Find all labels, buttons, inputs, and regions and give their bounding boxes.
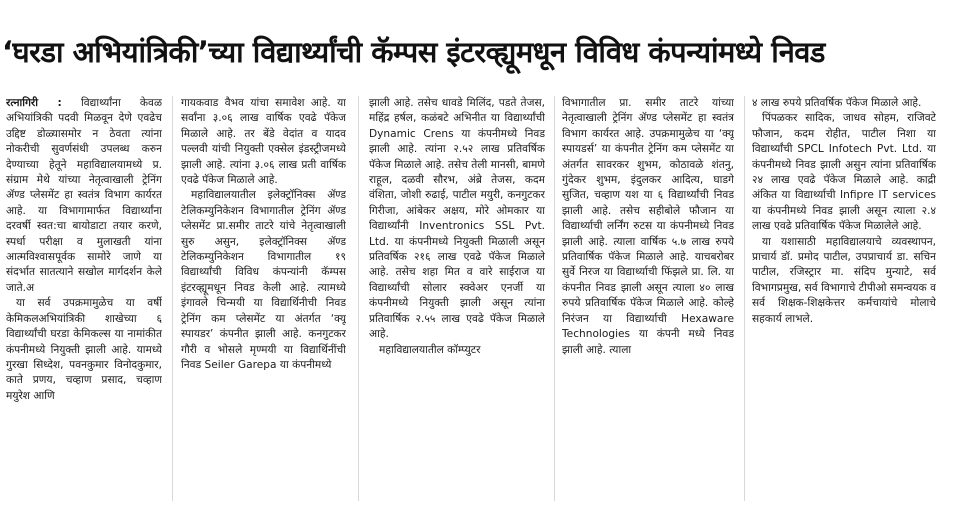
article-column-5 xyxy=(752,96,936,501)
column-1-paragraph-2: या सर्व उपक्रमामुळेच या वर्षी केमिकलअभियांत्रिकी शाखेच्या ६ विद्यार्थ्यांची घरडा केमिकल्स या नामांकीत कंपनीमध्ये नियुक्ती झाली आहे. यामध्ये गुरखा सिध्देश, पवनकुमार विनोदकुमार, काते प्रणय, चव्हाण प्रसाद, चव्हाण मयुरेश आणि xyxy=(6,297,162,402)
column-3-paragraph-1: झाली आहे. तसेच धावडे मिलिंद, पडते तेजस, महिंद्र हर्षल, कळंबटे अभिनीत या विद्यार्थ्यांची Dynamic Crens या कंपनीमध्ये निवड झाली आहे. त्यांना २.५२ लाख प्रतिवर्षिक पॅकेज मिळाले आहे. तसेच तेली मानसी, बामणे राहूल, दळवी सौरभ, अंब्रे तेजस, कदम वंशिता, जोशी रुढाई, पाटील मयुरी, कनगुटकर गिरीजा, आंबेकर अक्षय, मोरे ओमकार या विद्यार्थ्यांनी Inventronics SSL Pvt. Ltd. या कंपनीमध्ये नियुक्ती मिळाली असून प्रतिवर्षिक २१६ लाख एवढे पॅकेज मिळाले आहे. तसेच शहा मित व वारे साईराज या विद्यार्थ्यांची सोलार स्क्वेअर एनर्जी या कंपनीमध्ये नियुक्ती झाली असून त्यांना प्रतिवार्षिक २.५५ लाख एवढे पॅकेज मिळाले आहे. xyxy=(369,97,545,341)
column-5-paragraph-1: ४ लाख रुपये प्रतिवर्षिक पॅकेज मिळाले आहे. xyxy=(752,97,922,109)
article-headline: ‘घरडा अभियांत्रिकी’च्या विद्यार्थ्यांची कॅम्पस इंटरव्ह्यूमधून विविध कंपन्यांमध्ये निवड xyxy=(2,35,825,69)
article-column-1 xyxy=(6,96,162,501)
column-divider xyxy=(358,96,359,501)
article-column-3 xyxy=(369,96,545,501)
article-column-4 xyxy=(562,96,734,501)
column-divider xyxy=(744,96,745,501)
column-5-paragraph-3: या यशासाठी महाविद्यालयाचे व्यवस्थापन, प्राचार्य डॉ. प्रमोद पाटील, उपप्राचार्य डा. सचिन पाटील, रजिस्ट्रार मा. संदिप मुन्याटे, सर्व विभागप्रमुख, सर्व विभागाचे टीपीओ समन्वयक व सर्व शिक्षक-शिक्षकेत्तर कर्मचायांचे मोलाचे सहकार्य लाभले. xyxy=(752,235,936,325)
column-2-paragraph-1: गायकवाड वैभव यांचा समावेश आहे. या सर्वांना ३.०६ लाख वार्षिक एवढे पॅकेज मिळाले आहे. तर बेंडे वेदांत व यादव पल्लवी यांची नियुक्ती एक्सेल इंडस्ट्रीजमध्ये झाली आहे. त्यांना ३.०६ लाख प्रती वार्षिक एवढे पॅकेज मिळाले आहे. xyxy=(181,97,346,187)
column-2-paragraph-2: महाविद्यालयातील इलेक्ट्रॉनिक्स ॲण्ड टेलिकम्युनिकेशन विभागातील ट्रेनिंग ॲण्ड प्लेसमेंट प्रा.समीर ताटरे यांचे नेतृत्वाखाली सुरु असुन, इलेक्ट्रॉनिक्स ॲण्ड टेलिकम्युनिकेशन विभागातील १९ विद्यार्थ्यांची विविध कंपन्यांनी कॅम्पस इंटरव्ह्यूमधून निवड केली आहे. त्यामध्ये इंगावले चिन्मयी या विद्यार्थिनीची निवड ट्रेनिंग कम प्लेसमेंट या अंतर्गत ‘क्यू स्पायडर’ कंपनीत झाली आहे. कनगुटकर गौरी व भोसले मृण्मयी या विद्यार्थिनींची निवड Seiler Garepa या कंपनीमध्ये xyxy=(181,189,346,371)
paragraph-text: विद्यार्थ्यांना केवळ अभियांत्रिकी पदवी मिळवून देणे एवढेच उद्दिष्ट डोळ्यासमोर न ठेवता त्यांना नोकरीची सुवर्णसंधी उपलब्ध करुन देण्याच्या हेतूने महाविद्यालयामध्ये प्र. संग्राम मेथे यांच्या नेतृत्वाखाली ट्रेनिंग ॲण्ड प्लेसमेंट हा स्वतंत्र विभाग कार्यरत आहे. या विभागामार्फत विद्यार्थ्यांना दरवर्षी स्वत:चा बायोडाटा तयार करणे, स्पर्धा परीक्षा व मुलाखती यांना आत्मविश्वासपूर्वक सामोरे जाणे या संदर्भात सातत्याने सखोल मार्गदर्शन केले जाते.अ xyxy=(6,97,162,294)
article-column-2 xyxy=(181,96,346,501)
column-divider xyxy=(554,96,555,501)
column-1-paragraph-1 xyxy=(6,96,162,296)
column-3-paragraph-2: महाविद्यालयातील कॉम्प्युटर xyxy=(379,343,481,356)
column-5-paragraph-2: पिंपळकर सादिक, जाधव सोहम, राजिवटे फौजान, कदम रोहीत, पाटील निशा या विद्यार्थ्यांची SPCL Infotech Pvt. Ltd. या कंपनीमध्ये निवड झाली असुन त्यांना प्रतिवार्षिक २४ लाख एवढे पॅकेज मिळाले आहे. काद्री अंकित या विद्यार्थ्याची Infipre IT services या कंपनीमध्ये निवड झाली असून त्याला २.४ लाख एवढे प्रतिवार्षिक पॅकेज मिळालेले आहे. xyxy=(752,112,936,233)
column-4-paragraph-1: विभागातील प्रा. समीर ताटरे यांच्या नेतृत्वाखाली ट्रेनिंग ॲण्ड प्लेसमेंट हा स्वतंत्र विभाग कार्यरत आहे. उपक्रमामुळेच या ‘क्यू स्पायडर्स’ या कंपनीत ट्रेनिंग कम प्लेसमेंट या अंतर्गत सावरकर शुभम, कोठावळे शंतनु, गुंदेकर शुभम, इंदुलकर आदित्य, घाडगे सुजित, चव्हाण यश या ६ विद्यार्थ्यांची निवड झाली आहे. तसेच सहीबोले फौजान या विद्यार्थ्याची लर्निंग रुटस या कंपनीमध्ये निवड झाली आहे. त्याला वार्षिक ५.७ लाख रुपये प्रतिवार्षिक पॅकेज मिळाले आहे. याचबरोबर सुर्वे निरज या विद्यार्थ्याची फिंझले प्रा. लि. या कंपनीत निवड झाली असून त्याला ४० लाख रुपये प्रतिवार्षिक पॅकेज मिळाले आहे. कोल्हे निरंजन या विद्यार्थ्याची Hexaware Technologies या कंपनी मध्ये निवड झाली आहे. त्याला xyxy=(562,97,734,356)
dateline: रत्नागिरी : xyxy=(6,97,62,109)
column-divider xyxy=(172,96,173,501)
